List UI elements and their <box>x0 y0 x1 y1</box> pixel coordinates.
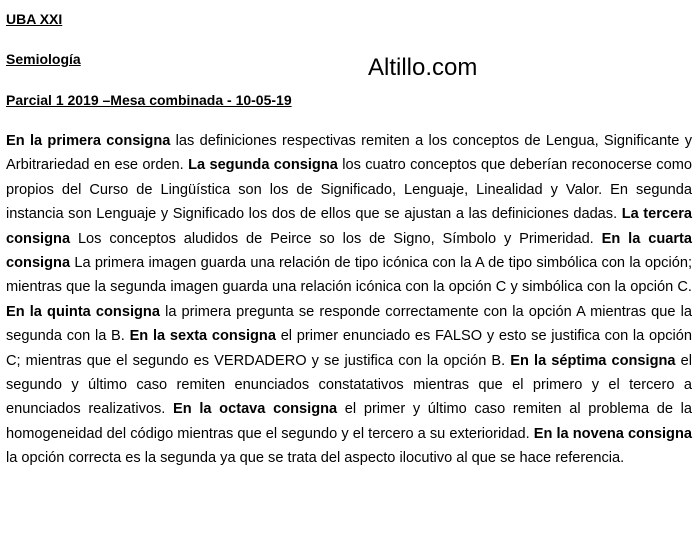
exam-heading: Parcial 1 2019 –Mesa combinada - 10-05-19 <box>6 92 292 108</box>
consigna-label-1: En la primera consigna <box>6 133 171 149</box>
consigna-text-6: el primer enunciado es FALSO y esto se justifica con la opción C; mientras que el segundo es VERDADERO y se justifica con la opción B. <box>6 328 693 369</box>
consigna-text-5: la primera pregunta se responde correctamente con la opción A mientras que la segunda con la B. <box>6 303 692 345</box>
consigna-label-9: En la novena consigna <box>533 425 693 442</box>
consigna-text-2: los cuatro conceptos que deberían reconocerse como propios del Curso de Lingüística son los de Significado, Lenguaje, Linealidad y Valor. En segunda instancia son Lenguaje y Significado los dos de ellos que se ajustan a las definiciones dadas. <box>6 157 692 223</box>
consigna-text-3: Los conceptos aludidos de Peirce so los de Signo, Símbolo y Primeridad. <box>70 230 602 247</box>
consigna-label-4: En la cuarta consigna <box>6 230 693 272</box>
consigna-text-7: el segundo y último caso remiten enunciados constatativos mientras que el primero y el tercero a enunciados realizativos. <box>6 352 693 418</box>
answers-paragraph <box>6 129 692 471</box>
consigna-text-9: la opción correcta es la segunda ya que se trata del aspecto ilocutivo al que se hace referencia. <box>6 450 625 467</box>
institution-heading: UBA XXI <box>6 11 63 27</box>
subject-heading: Semiología <box>6 51 81 67</box>
consigna-label-3: La tercera consigna <box>6 206 692 247</box>
consigna-label-7: En la séptima consigna <box>510 352 676 369</box>
site-watermark: Altillo.com <box>368 54 478 81</box>
consigna-text-8: el primer y último caso remiten al problema de la homogeneidad del código mientras que el segundo y el tercero a su exterioridad. <box>6 401 692 442</box>
consigna-text-4: La primera imagen guarda una relación de tipo icónica con la A de tipo simbólica con la opción; mientras que la segunda imagen guarda una relación icónica con la opción C y simbólica con la opción C. <box>6 255 692 296</box>
consigna-label-8: En la octava consigna <box>173 401 338 418</box>
consigna-text-1: las definiciones respectivas remiten a los conceptos de Lengua, Significante y Arbitrariedad en ese orden. <box>6 133 692 174</box>
consigna-label-6: En la sexta consigna <box>129 328 276 345</box>
consigna-label-5: En la quinta consigna <box>6 303 160 320</box>
consigna-label-2: La segunda consigna <box>188 157 338 174</box>
